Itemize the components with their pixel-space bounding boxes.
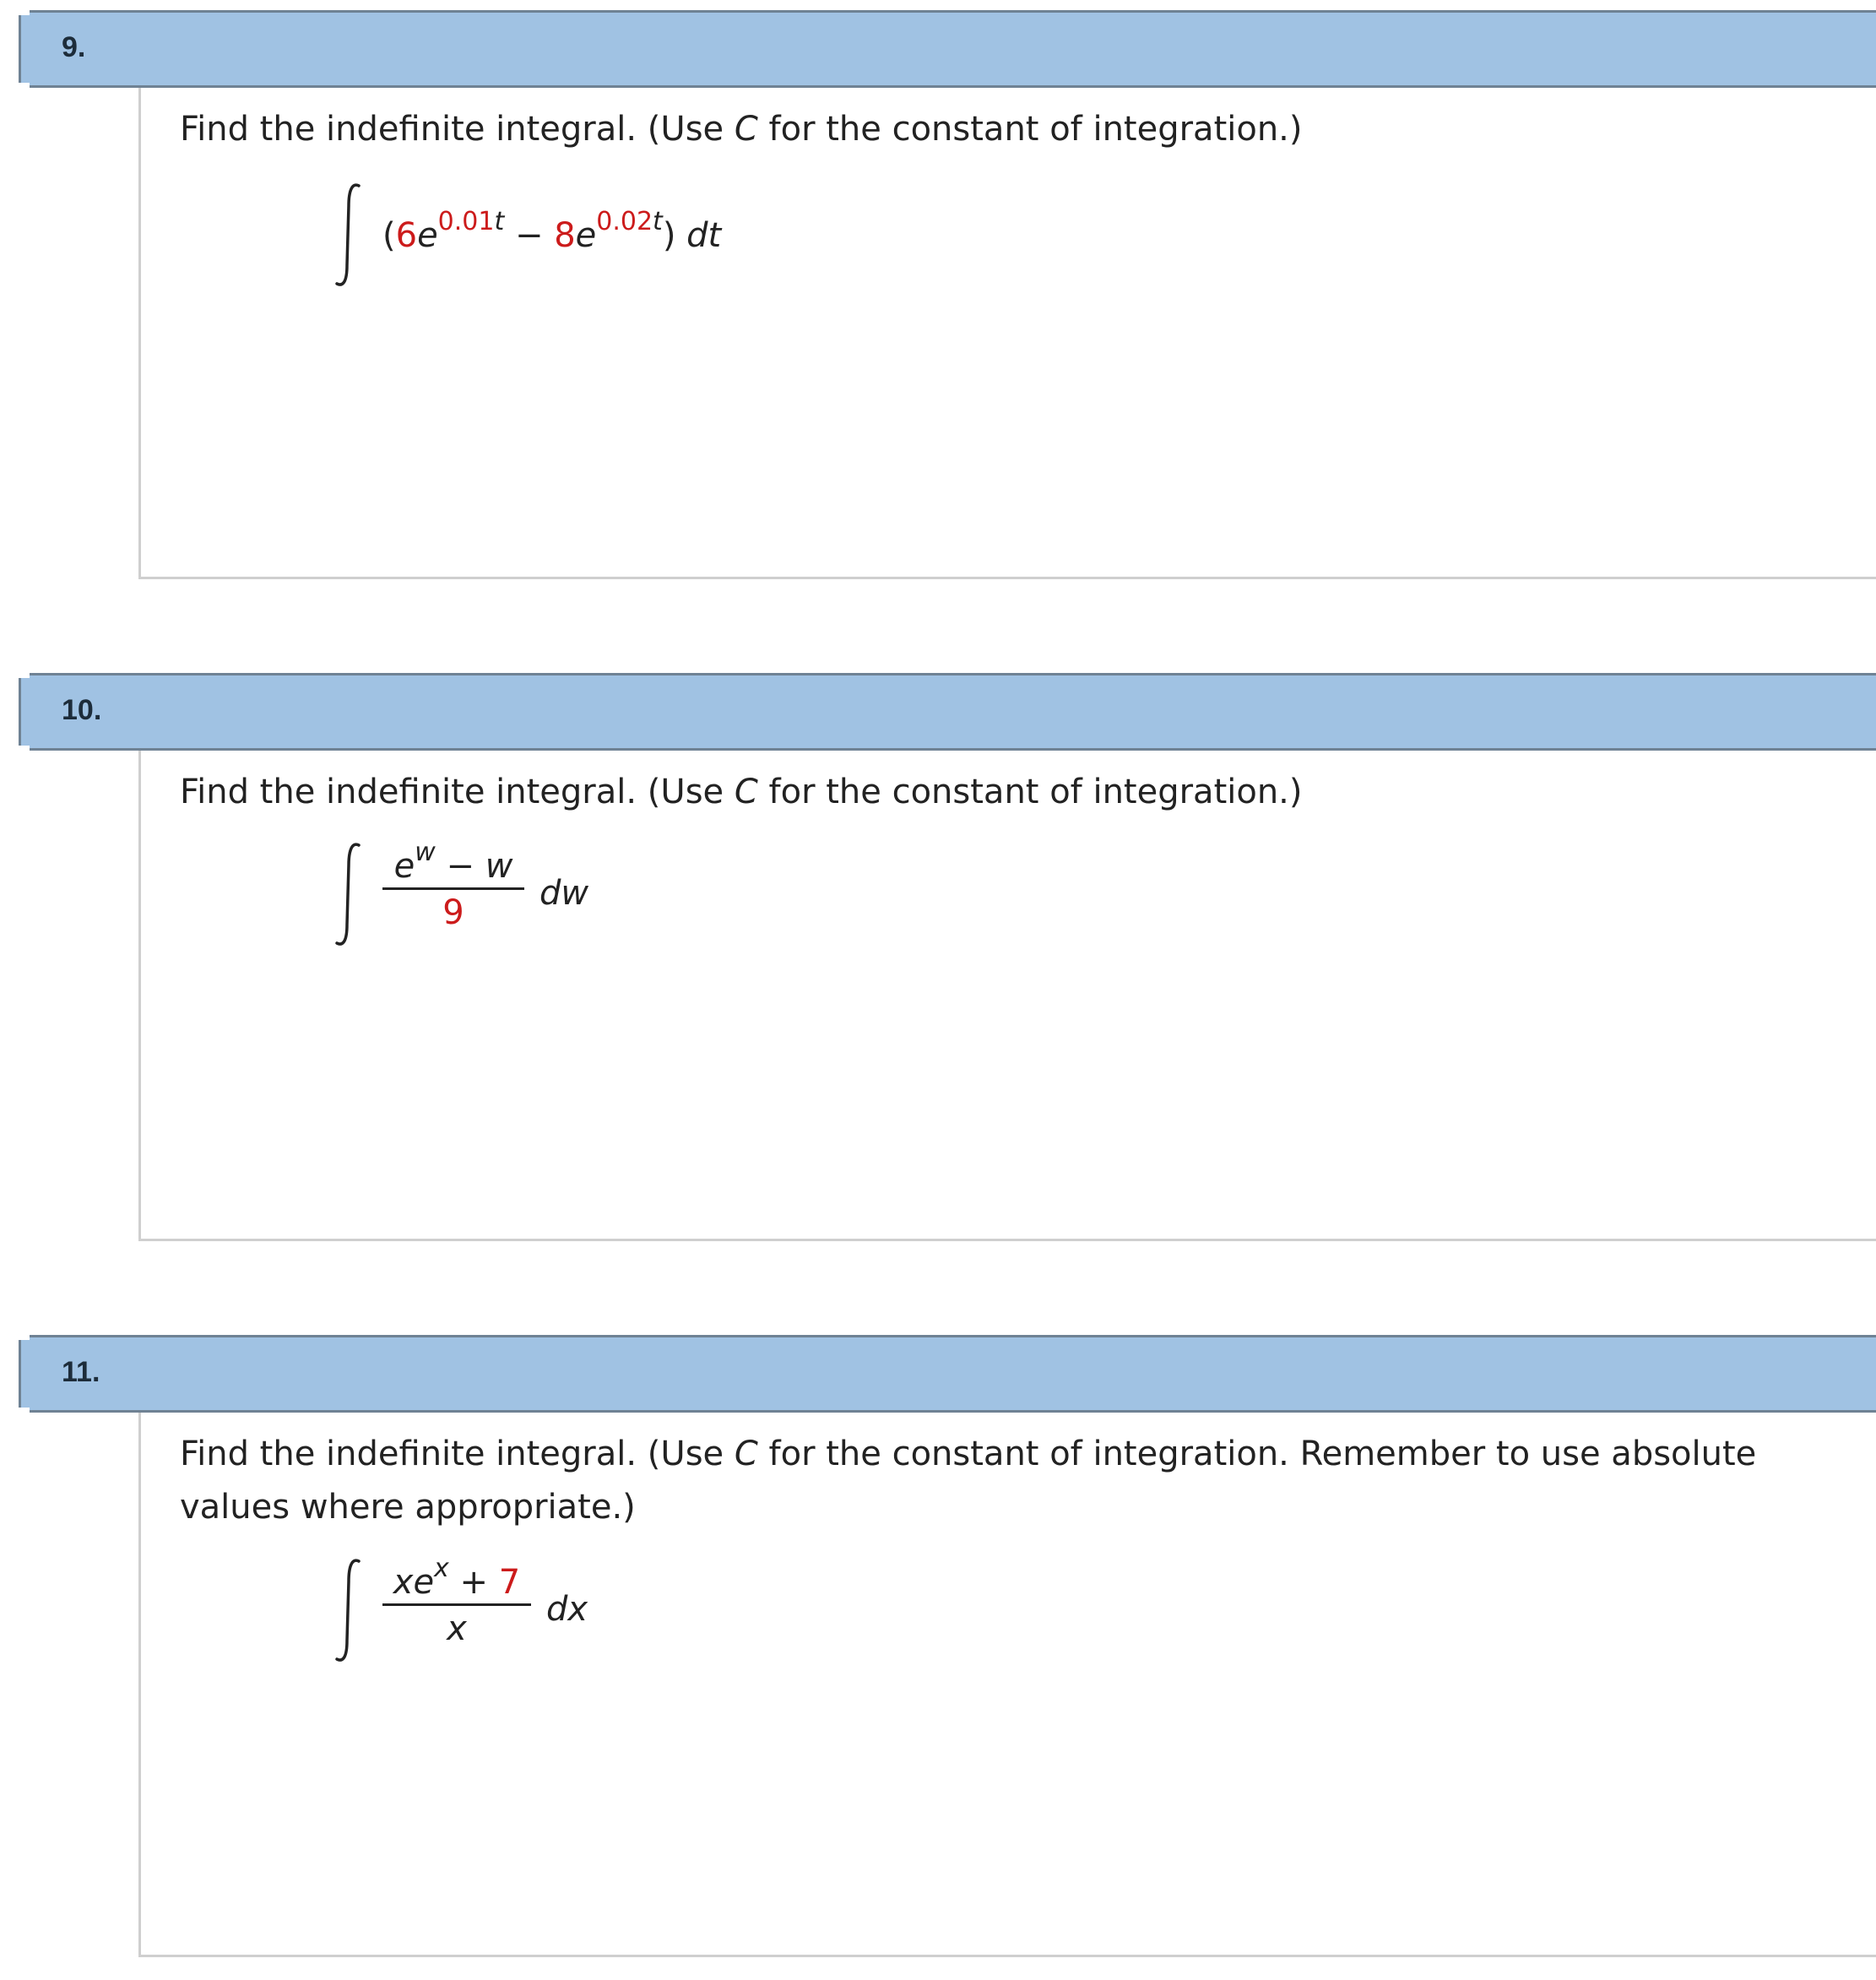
numerator-var: x [393,1563,414,1602]
question-body [138,751,1876,1241]
question-prompt [180,1428,1852,1534]
fraction [382,838,524,932]
question-prompt [180,103,1852,156]
prompt-text: Find the indefinite integral. (Use [180,1435,735,1473]
differential: dx [546,1590,588,1629]
exp-base-2: e [575,216,597,255]
integral-expression [327,181,1002,299]
integral-sign-icon [327,1556,369,1666]
exponent-2-value: 0.02 [596,207,653,236]
prompt-text: Find the indefinite integral. (Use [180,110,735,149]
question-header-tab [19,15,30,83]
exp-base-1: e [417,216,438,255]
exponent: w [415,838,436,867]
differential: dw [539,874,589,913]
prompt-text: Find the indefinite integral. (Use [180,773,735,811]
exponent-1-value: 0.01 [437,207,495,236]
question-header-tab [19,678,30,746]
prompt-text-end: for the constant of integration. Remember to use absolute values where appropriate.) [180,1435,1757,1527]
exp-base: e [393,847,415,886]
fraction [382,1554,531,1648]
integral-sign-icon [327,181,369,290]
paren-open: ( [382,216,396,255]
fraction-bar [382,887,524,890]
question-number: 9. [62,31,86,63]
exponent-2-var: t [653,207,663,236]
exponent: x [434,1554,449,1583]
question-header [30,1335,1876,1413]
minus-sign: − [504,216,555,255]
prompt-constant: C [734,773,758,811]
numerator-constant: 7 [498,1563,521,1602]
plus-sign: + [448,1563,499,1602]
paren-close: ) [662,216,676,255]
coefficient-1: 6 [395,216,418,255]
fraction-bar [382,1603,531,1606]
minus-sign: − [435,847,485,886]
integral-expression [327,1556,749,1674]
fraction-numerator [382,838,524,886]
prompt-constant: C [734,110,758,149]
question-number: 11. [62,1356,100,1388]
fraction-denominator: x [447,1609,467,1648]
question-prompt [180,766,1852,819]
question-number: 10. [62,694,102,726]
differential: dt [686,216,722,255]
question-header [30,673,1876,751]
fraction-numerator [382,1554,531,1602]
prompt-text-end: for the constant of integration.) [757,110,1303,149]
question-body [138,88,1876,579]
question-header-tab [19,1340,30,1408]
exponent-1-var: t [494,207,505,236]
integral-expression [327,840,749,958]
question-body [138,1413,1876,1957]
integral-sign-icon [327,840,369,950]
fraction-denominator: 9 [442,893,464,932]
exp-base: e [413,1563,435,1602]
prompt-text-end: for the constant of integration.) [757,773,1303,811]
prompt-constant: C [734,1435,758,1473]
question-header [30,10,1876,88]
coefficient-2: 8 [554,216,576,255]
numerator-var: w [485,847,513,886]
